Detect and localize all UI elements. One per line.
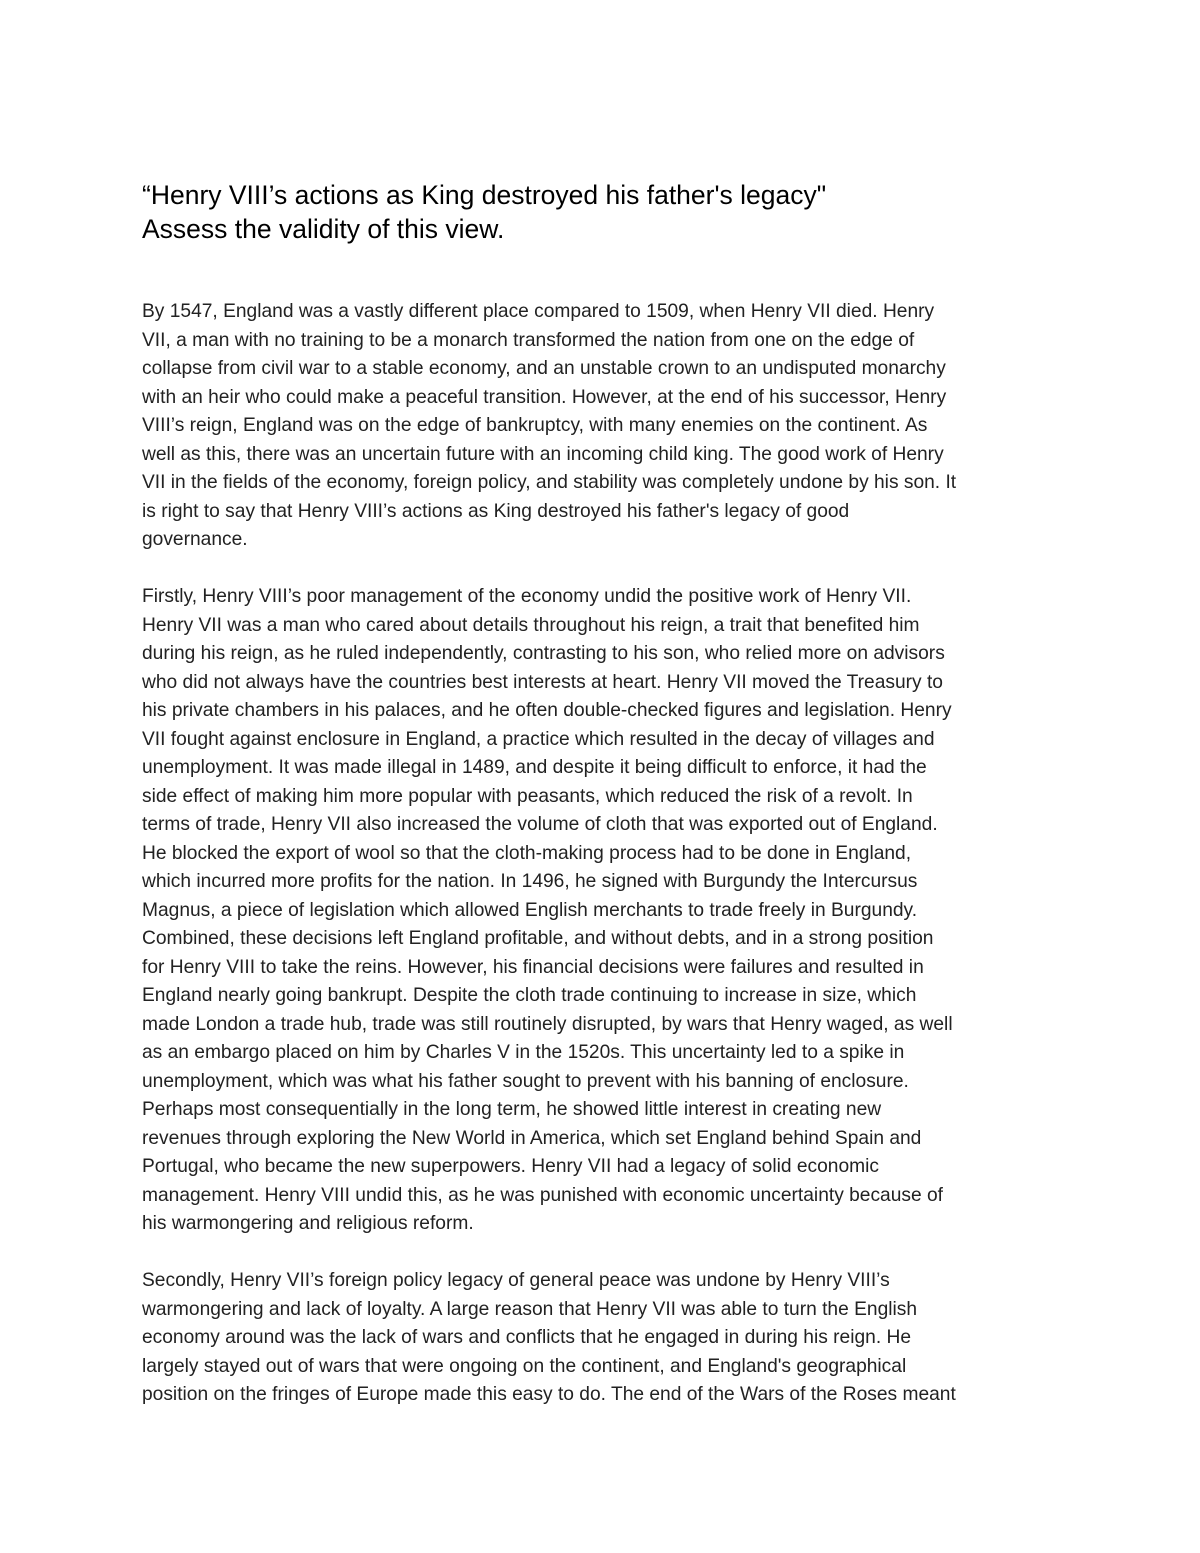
text-line: well as this, there was an uncertain future with an incoming child king. The good work of Henry (142, 443, 944, 465)
text-line: England nearly going bankrupt. Despite the cloth trade continuing to increase in size, which (142, 985, 917, 1006)
text-line: his warmongering and religious reform. (142, 1213, 474, 1234)
text-line: VII, a man with no training to be a monarch transformed the nation from one on the edge of (142, 329, 915, 351)
text-line: Secondly, Henry VII’s foreign policy legacy of general peace was undone by Henry VIII’s (142, 1270, 890, 1291)
text-line: as an embargo placed on him by Charles V in the 1520s. This uncertainty led to a spike in (142, 1042, 905, 1063)
text-line: position on the fringes of Europe made this easy to do. The end of the Wars of the Roses meant (142, 1384, 956, 1405)
text-line: Perhaps most consequentially in the long term, he showed little interest in creating new (142, 1099, 882, 1120)
paragraph-foreign-policy (142, 1267, 1072, 1410)
text-line: terms of trade, Henry VII also increased the volume of cloth that was exported out of England. (142, 814, 938, 835)
document-title (142, 178, 1072, 246)
text-line: revenues through exploring the New World in America, which set England behind Spain and (142, 1127, 922, 1149)
text-line: who did not always have the countries best interests at heart. Henry VII moved the Treasury to (142, 671, 943, 693)
title-line: Assess the validity of this view. (142, 214, 505, 244)
text-line: Portugal, who became the new superpowers. Henry VII had a legacy of solid economic (142, 1156, 879, 1177)
text-line: VII fought against enclosure in England, a practice which resulted in the decay of villages and (142, 728, 935, 750)
text-line: Combined, these decisions left England profitable, and without debts, and in a strong position (142, 928, 934, 949)
text-line: VII in the fields of the economy, foreign policy, and stability was completely undone by his son. It (142, 472, 957, 493)
text-line: governance. (142, 529, 248, 550)
paragraph-economy (142, 583, 1072, 1239)
text-line: management. Henry VIII undid this, as he was punished with economic uncertainty because of (142, 1184, 943, 1206)
text-line: Henry VII was a man who cared about details throughout his reign, a trait that benefited him (142, 614, 920, 636)
title-line: “Henry VIII’s actions as King destroyed his father's legacy" (142, 180, 827, 210)
document-body (142, 298, 1072, 1438)
text-line: He blocked the export of wool so that the cloth-making process had to be done in England, (142, 842, 912, 864)
text-line: Firstly, Henry VIII’s poor management of the economy undid the positive work of Henry VII. (142, 586, 912, 607)
text-line: largely stayed out of wars that were ongoing on the continent, and England's geographical (142, 1355, 907, 1377)
text-line: economy around was the lack of wars and conflicts that he engaged in during his reign. He (142, 1327, 912, 1348)
text-line: Magnus, a piece of legislation which allowed English merchants to trade freely in Burgundy. (142, 899, 918, 921)
text-line: made London a trade hub, trade was still routinely disrupted, by wars that Henry waged, as well (142, 1013, 953, 1035)
text-line: unemployment. It was made illegal in 1489, and despite it being difficult to enforce, it had the (142, 757, 927, 778)
text-line: VIII’s reign, England was on the edge of bankruptcy, with many enemies on the continent. As (142, 415, 928, 436)
text-line: which incurred more profits for the nation. In 1496, he signed with Burgundy the Intercursus (142, 871, 918, 892)
text-line: during his reign, as he ruled independently, contrasting to his son, who relied more on advisors (142, 643, 945, 664)
text-line: collapse from civil war to a stable economy, and an unstable crown to an undisputed monarchy (142, 358, 946, 379)
text-line: unemployment, which was what his father sought to prevent with his banning of enclosure. (142, 1070, 909, 1092)
paragraph-introduction (142, 298, 1072, 555)
text-line: for Henry VIII to take the reins. However, his financial decisions were failures and resulted in (142, 956, 924, 978)
text-line: side effect of making him more popular with peasants, which reduced the risk of a revolt. In (142, 785, 913, 807)
text-line: his private chambers in his palaces, and he often double-checked figures and legislation. Henry (142, 700, 952, 721)
text-line: with an heir who could make a peaceful transition. However, at the end of his successor, Henry (142, 386, 947, 408)
text-line: is right to say that Henry VIII’s actions as King destroyed his father's legacy of good (142, 500, 850, 522)
text-line: warmongering and lack of loyalty. A large reason that Henry VII was able to turn the English (142, 1298, 918, 1320)
text-line: By 1547, England was a vastly different place compared to 1509, when Henry VII died. Henry (142, 301, 935, 322)
